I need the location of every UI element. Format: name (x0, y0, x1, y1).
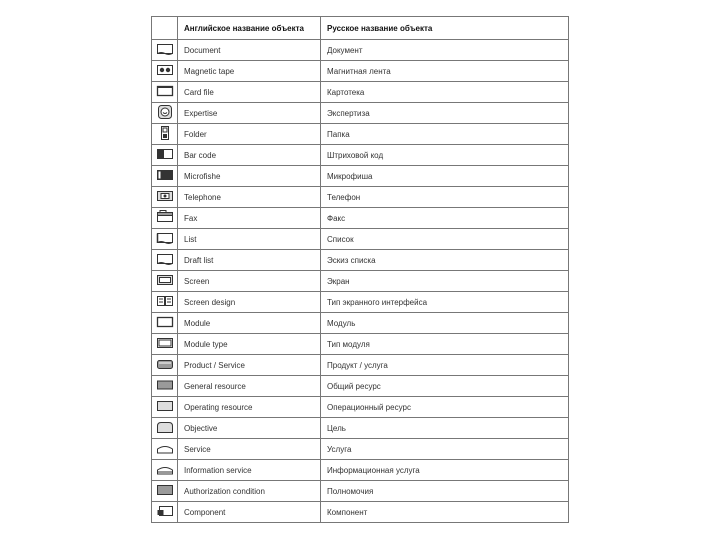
english-name-cell: Module (178, 313, 321, 334)
russian-name-cell: Экран (321, 271, 569, 292)
russian-name-cell: Документ (321, 40, 569, 61)
table-row (152, 229, 569, 250)
row-icon-cell (152, 208, 178, 229)
table-row (152, 292, 569, 313)
microfishe-icon (156, 168, 174, 184)
row-icon-cell (152, 145, 178, 166)
english-name-cell: Telephone (178, 187, 321, 208)
object-table (151, 16, 569, 523)
table-body (152, 40, 569, 523)
magnetic-tape-icon (156, 63, 174, 79)
row-icon-cell (152, 82, 178, 103)
english-name-cell: Product / Service (178, 355, 321, 376)
russian-name-cell: Факс (321, 208, 569, 229)
russian-name-cell: Эскиз списка (321, 250, 569, 271)
general-resource-icon (156, 378, 174, 394)
row-icon-cell (152, 502, 178, 523)
row-icon-cell (152, 481, 178, 502)
table-row (152, 355, 569, 376)
fax-icon (156, 210, 174, 226)
english-name-cell: Service (178, 439, 321, 460)
row-icon-cell (152, 376, 178, 397)
authorization-condition-icon (156, 483, 174, 499)
english-name-cell: Fax (178, 208, 321, 229)
english-name-cell: Folder (178, 124, 321, 145)
english-name-cell: Expertise (178, 103, 321, 124)
english-name-cell: General resource (178, 376, 321, 397)
row-icon-cell (152, 250, 178, 271)
russian-name-cell: Продукт / услуга (321, 355, 569, 376)
english-name-cell: Authorization condition (178, 481, 321, 502)
draft-list-icon (156, 252, 174, 268)
row-icon-cell (152, 397, 178, 418)
row-icon-cell (152, 460, 178, 481)
table-row (152, 82, 569, 103)
table-row (152, 166, 569, 187)
header-english-name: Английское название объекта (178, 17, 321, 40)
row-icon-cell (152, 124, 178, 145)
folder-icon (156, 126, 174, 142)
information-service-icon (156, 462, 174, 478)
english-name-cell: Magnetic tape (178, 61, 321, 82)
row-icon-cell (152, 103, 178, 124)
row-icon-cell (152, 439, 178, 460)
row-icon-cell (152, 40, 178, 61)
row-icon-cell (152, 61, 178, 82)
table-row (152, 376, 569, 397)
row-icon-cell (152, 271, 178, 292)
module-type-icon (156, 336, 174, 352)
header-russian-name: Русское название объекта (321, 17, 569, 40)
row-icon-cell (152, 334, 178, 355)
english-name-cell: Bar code (178, 145, 321, 166)
component-icon (156, 504, 174, 520)
objective-icon (156, 420, 174, 436)
operating-resource-icon (156, 399, 174, 415)
english-name-cell: Screen (178, 271, 321, 292)
table-row (152, 460, 569, 481)
english-name-cell: Objective (178, 418, 321, 439)
russian-name-cell: Компонент (321, 502, 569, 523)
screen-icon (156, 273, 174, 289)
russian-name-cell: Тип экранного интерфейса (321, 292, 569, 313)
english-name-cell: Document (178, 40, 321, 61)
russian-name-cell: Цель (321, 418, 569, 439)
document-icon (156, 42, 174, 58)
english-name-cell: Microfishe (178, 166, 321, 187)
russian-name-cell: Магнитная лента (321, 61, 569, 82)
table-row (152, 145, 569, 166)
product-service-icon (156, 357, 174, 373)
russian-name-cell: Папка (321, 124, 569, 145)
english-name-cell: Information service (178, 460, 321, 481)
module-icon (156, 315, 174, 331)
table-row (152, 61, 569, 82)
row-icon-cell (152, 418, 178, 439)
table-row (152, 502, 569, 523)
russian-name-cell: Список (321, 229, 569, 250)
table-row (152, 439, 569, 460)
table-row (152, 250, 569, 271)
english-name-cell: Draft list (178, 250, 321, 271)
row-icon-cell (152, 229, 178, 250)
table-row (152, 271, 569, 292)
russian-name-cell: Операционный ресурс (321, 397, 569, 418)
bar-code-icon (156, 147, 174, 163)
russian-name-cell: Штриховой код (321, 145, 569, 166)
row-icon-cell (152, 355, 178, 376)
telephone-icon (156, 189, 174, 205)
english-name-cell: Component (178, 502, 321, 523)
header-row (152, 17, 569, 40)
english-name-cell: Card file (178, 82, 321, 103)
table-row (152, 187, 569, 208)
russian-name-cell: Тип модуля (321, 334, 569, 355)
table-row (152, 481, 569, 502)
screen-design-icon (156, 294, 174, 310)
english-name-cell: Screen design (178, 292, 321, 313)
table-row (152, 103, 569, 124)
expertise-icon (156, 105, 174, 121)
table-row (152, 208, 569, 229)
service-icon (156, 441, 174, 457)
russian-name-cell: Картотека (321, 82, 569, 103)
russian-name-cell: Экспертиза (321, 103, 569, 124)
row-icon-cell (152, 166, 178, 187)
russian-name-cell: Информационная услуга (321, 460, 569, 481)
row-icon-cell (152, 187, 178, 208)
english-name-cell: Module type (178, 334, 321, 355)
list-icon (156, 231, 174, 247)
english-name-cell: Operating resource (178, 397, 321, 418)
russian-name-cell: Модуль (321, 313, 569, 334)
english-name-cell: List (178, 229, 321, 250)
table-row (152, 334, 569, 355)
russian-name-cell: Общий ресурс (321, 376, 569, 397)
row-icon-cell (152, 313, 178, 334)
table-row (152, 397, 569, 418)
header-icon-column (152, 17, 178, 40)
russian-name-cell: Услуга (321, 439, 569, 460)
russian-name-cell: Телефон (321, 187, 569, 208)
card-file-icon (156, 84, 174, 100)
russian-name-cell: Микрофиша (321, 166, 569, 187)
table-row (152, 124, 569, 145)
table-row (152, 418, 569, 439)
row-icon-cell (152, 292, 178, 313)
table-row (152, 40, 569, 61)
table-row (152, 313, 569, 334)
russian-name-cell: Полномочия (321, 481, 569, 502)
